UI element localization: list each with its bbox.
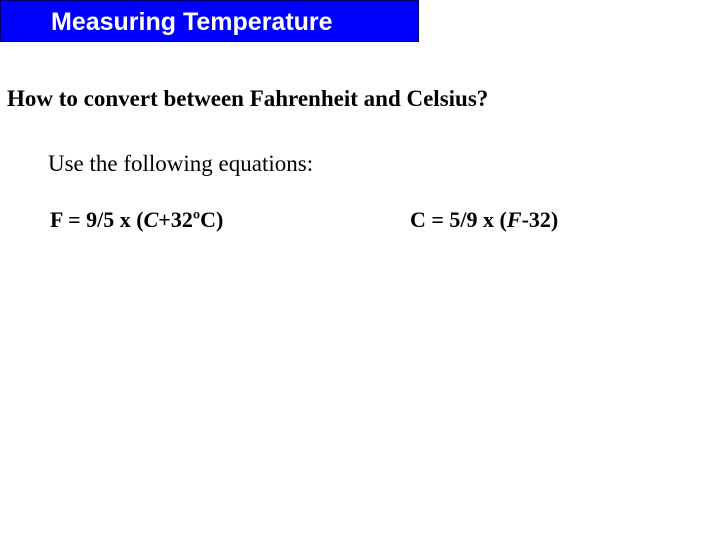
- slide-title: Measuring Temperature: [0, 0, 419, 42]
- equations-instruction: Use the following equations:: [48, 151, 314, 176]
- celsius-equation-suffix: -32): [521, 207, 559, 232]
- fahrenheit-equation-suffix: +32ºC): [158, 207, 224, 232]
- fahrenheit-equation-prefix: F = 9/5 x (: [50, 207, 144, 232]
- fahrenheit-equation-variable: C: [143, 207, 159, 232]
- conversion-question: How to convert between Fahrenheit and Celsius?: [7, 86, 489, 111]
- fahrenheit-equation: [50, 205, 223, 235]
- celsius-equation-variable: F: [506, 207, 522, 232]
- celsius-equation: [410, 205, 558, 235]
- celsius-equation-prefix: C = 5/9 x (: [410, 207, 507, 232]
